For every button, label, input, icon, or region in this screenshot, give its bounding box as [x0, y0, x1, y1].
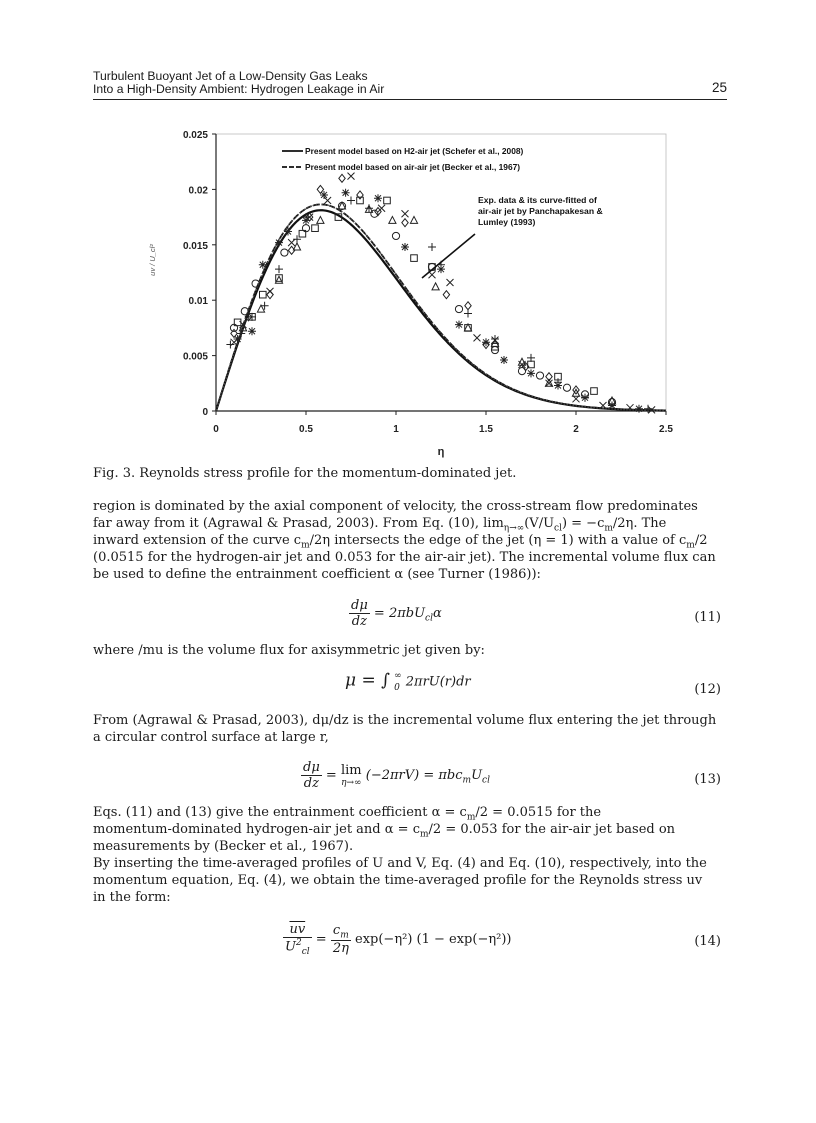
data-point-diamond	[465, 302, 471, 310]
y-tick-label: 0.02	[188, 185, 208, 197]
header-title-line2: Into a High-Density Ambient: Hydrogen Leakage in Air	[93, 82, 385, 96]
data-point-square	[260, 291, 267, 298]
equation-11: $\frac{d\mu}{dz}$ = 2πbU$_{cl}$α (11)	[351, 598, 721, 629]
data-point-diamond	[317, 185, 323, 193]
data-point-circle	[455, 305, 462, 312]
data-point-diamond	[402, 219, 408, 227]
data-point-cross	[288, 239, 295, 246]
equation-number-13: (13)	[694, 772, 721, 787]
data-point-plus	[527, 354, 535, 362]
y-axis-label: uv / U_cl²	[148, 244, 157, 276]
data-point-circle	[536, 372, 543, 379]
equation-12: μ = ∫ ∞ 0 2πrU(r)dr (12)	[345, 670, 721, 697]
y-tick-label: 0.025	[182, 130, 208, 141]
data-point-plus	[347, 196, 355, 204]
x-tick-label: 2.5	[659, 424, 673, 435]
data-point-asterisk	[275, 239, 283, 247]
data-point-diamond	[357, 191, 363, 199]
y-tick-label: 0.01	[188, 296, 208, 308]
data-point-square	[591, 388, 598, 395]
para3-line4: By inserting the time-averaged profiles of U and V, Eq. (4) and Eq. (10), respectively, into the	[93, 856, 707, 871]
para2-line2: a circular control surface at large r,	[93, 730, 329, 745]
x-tick-label: 0	[213, 424, 219, 435]
para2-line1: From (Agrawal & Prasad, 2003), dμ/dz is the incremental volume flux entering the jet through	[93, 713, 717, 728]
data-point-asterisk	[234, 335, 242, 343]
para3-line5: momentum equation, Eq. (4), we obtain the time-averaged profile for the Reynolds stress uv	[93, 873, 703, 888]
y-tick-label: 0.015	[182, 240, 208, 252]
x-tick-label: 0.5	[299, 424, 313, 435]
running-header	[93, 66, 727, 100]
data-point-plus	[428, 243, 436, 251]
data-point-asterisk	[608, 401, 616, 409]
data-point-asterisk	[374, 194, 382, 202]
data-point-square	[411, 255, 418, 262]
data-point-asterisk	[527, 369, 535, 377]
annotation-arrow	[422, 234, 475, 278]
x-axis-label: η	[437, 446, 445, 458]
para3-line2: momentum-dominated hydrogen-air jet and $\alpha = c_m/2 = 0.053$ for the air-air jet based on	[93, 822, 676, 840]
data-point-circle	[281, 249, 288, 256]
data-point-asterisk	[342, 189, 350, 197]
annotation-text: Exp. data & its curve-fitted of	[478, 195, 597, 205]
data-point-circle	[563, 384, 570, 391]
data-point-cross	[348, 173, 355, 180]
series-line	[216, 204, 666, 410]
data-point-cross	[402, 210, 409, 217]
equation-number-14: (14)	[694, 934, 721, 949]
reynolds-stress-chart	[130, 122, 690, 462]
series-line	[216, 204, 666, 410]
series-line	[216, 210, 666, 410]
figure-caption: Fig. 3. Reynolds stress profile for the momentum-dominated jet.	[93, 466, 517, 481]
y-tick-label: 0	[202, 407, 208, 418]
data-point-asterisk	[259, 261, 267, 269]
annotation-text: air-air jet by Panchapakesan &	[478, 206, 603, 216]
data-point-asterisk	[302, 216, 310, 224]
data-point-asterisk	[482, 338, 490, 346]
x-tick-label: 2	[573, 424, 579, 435]
data-point-asterisk	[635, 405, 643, 413]
y-tick-label: 0.005	[182, 351, 208, 363]
data-point-triangle	[275, 276, 282, 283]
data-point-plus	[464, 309, 472, 317]
data-point-asterisk	[248, 327, 256, 335]
data-point-asterisk	[455, 321, 463, 329]
data-point-triangle	[317, 216, 324, 223]
data-point-cross	[267, 288, 274, 295]
equation-13: $\frac{d\mu}{dz}$ = lim η→∞ $(-2\pi rV) = \pi bc_mU_{cl}$ (13)	[303, 760, 721, 791]
data-point-square	[312, 225, 319, 232]
x-tick-label: 1	[393, 424, 399, 435]
data-point-asterisk	[554, 382, 562, 390]
where-line: where /mu is the volume flux for axisymmetric jet given by:	[93, 643, 485, 658]
annotation-text: Lumley (1993)	[478, 217, 536, 227]
data-point-asterisk	[401, 243, 409, 251]
data-point-circle	[392, 232, 399, 239]
para3-line3: measurements by (Becker et al., 1967).	[93, 839, 354, 854]
data-point-asterisk	[500, 356, 508, 364]
data-point-asterisk	[581, 394, 589, 402]
data-point-triangle	[389, 216, 396, 223]
data-point-asterisk	[437, 265, 445, 273]
data-point-plus	[261, 302, 269, 310]
data-point-cross	[324, 197, 331, 204]
data-point-diamond	[443, 291, 449, 299]
header-title-line1: Turbulent Buoyant Jet of a Low-Density Gas Leaks	[93, 69, 368, 83]
data-point-triangle	[410, 216, 417, 223]
data-point-plus	[275, 265, 283, 273]
para1-line1: region is dominated by the axial component of velocity, the cross-stream flow predominates	[93, 499, 698, 514]
data-point-cross	[447, 279, 454, 286]
data-point-diamond	[339, 174, 345, 182]
data-point-plus	[293, 235, 301, 243]
page-number: 25	[711, 80, 727, 95]
equation-number-12: (12)	[694, 682, 721, 697]
data-point-asterisk	[284, 228, 292, 236]
para3-line1: Eqs. (11) and (13) give the entrainment coefficient $\alpha = c_m/2 = 0.0515$ for the	[93, 805, 602, 823]
x-tick-label: 1.5	[479, 424, 493, 435]
para1-line4: (0.0515 for the hydrogen-air jet and 0.053 for the air-air jet). The incremental volume flux can	[93, 550, 716, 565]
data-point-square	[384, 197, 391, 204]
data-point-asterisk	[320, 191, 328, 199]
data-point-triangle	[432, 283, 439, 290]
para1-line2: far away from it (Agrawal & Prasad, 2003). From Eq. (10), $\lim_{\eta\to\infty}(V/U_{cl}) = -c_m/2\eta$. The	[93, 516, 667, 534]
para1-line3: inward extension of the curve $c_m/2\eta$ intersects the edge of the jet (η = 1) with a value of $c_m/2$	[93, 533, 708, 551]
para1-line5: be used to define the entrainment coefficient α (see Turner (1986)):	[93, 567, 541, 582]
data-point-cross	[474, 334, 481, 341]
data-point-triangle	[293, 243, 300, 250]
equation-14: $\frac{\overline{uv}}{U^2_{cl}}$ = $\frac{c_m}{2\eta}$ exp(−η²) (1 − exp(−η²)) (14)	[285, 922, 721, 957]
para3-line6: in the form:	[93, 890, 171, 905]
legend-label: Present model based on air-air jet (Becker et al., 1967)	[305, 162, 521, 172]
legend-label: Present model based on H2-air jet (Schefer et al., 2008)	[305, 146, 524, 156]
equation-number-11: (11)	[694, 610, 721, 625]
data-point-plus	[491, 335, 499, 343]
